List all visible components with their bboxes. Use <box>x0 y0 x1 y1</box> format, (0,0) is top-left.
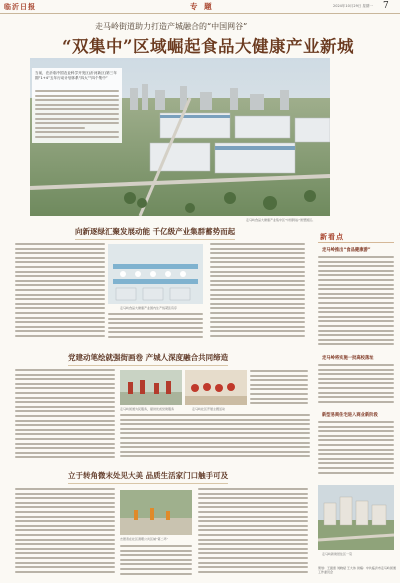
subheadline: 走马岭街道助力打造产城融合的“中国网谷” <box>95 22 248 31</box>
section-2-column-1 <box>15 369 115 464</box>
lead-text: 当前，在沂临中国农业科学开发区(沂河新区)第三年期“1+4”五年行动计划体系“四大”“四个集中” <box>35 71 117 80</box>
town-photo <box>318 485 394 550</box>
lead-text-lines <box>35 90 119 140</box>
sidebar-divider <box>318 242 394 243</box>
page-number: 7 <box>383 1 389 11</box>
dateline: 2024年10月29日 星期一 <box>333 4 373 8</box>
section-2-heading: 党建动笔绘就强街画卷 产城人深度融合共同缔造 <box>68 353 229 362</box>
section-3-heading: 立于转角微末处见大美 品质生活家门口触手可及 <box>68 471 229 480</box>
section-label: 专 题 <box>190 2 214 11</box>
workers-photo-caption: 志愿者在社区清理公共区域“第二环” <box>120 537 169 541</box>
street-photo <box>120 370 182 405</box>
town-photo-caption: 走马岭新建居住区一景 <box>322 552 353 556</box>
sidebar-item-1-text <box>318 256 394 348</box>
people-photo-caption: 走马岭社区开展主题活动 <box>192 407 226 411</box>
lead-photo-caption: 走马岭食品大健康产业集中区“中国网谷”智慧园区。 <box>246 218 316 222</box>
section-2-column-2 <box>120 414 310 464</box>
street-photo-caption: 走马岭街道为民服务，提供优质党建服务 <box>120 407 175 411</box>
section-3-column-2 <box>198 488 308 578</box>
section-1-heading: 向新逐绿汇聚发展动能 千亿级产业集群蓄势而起 <box>75 227 236 236</box>
sidebar-item-2-title: 走马岭将实施一批高校落址 <box>322 356 374 361</box>
sidebar-title: 新看点 <box>320 232 344 241</box>
sidebar-item-2-text <box>318 364 394 406</box>
people-photo <box>185 370 247 405</box>
sidebar-item-3-title: 新型易商住宅进入商业新阶段 <box>322 413 378 418</box>
factory-photo-caption: 走马岭食品大健康产业园内生产线紧张有序 <box>120 306 178 310</box>
paper-name: 临沂日报 <box>4 2 36 11</box>
section-1-column-1 <box>15 243 105 343</box>
section-1-column-2 <box>108 313 203 343</box>
lead-text-box <box>32 68 122 143</box>
sidebar-item-1-title: 走马岭推出“食品健康游” <box>322 248 371 253</box>
sidebar-footer-credits: 策划：王振雷 刘晓斌 王大伟 供稿：中共临沂市走马岭街道工作委员会 <box>318 566 396 574</box>
section-2-column-3 <box>250 370 308 410</box>
workers-photo <box>120 490 192 535</box>
factory-photo <box>108 244 203 304</box>
masthead <box>0 0 400 14</box>
section-3-column-3 <box>120 545 192 578</box>
main-headline: “双集中”区域崛起食品大健康产业新城 <box>62 37 354 56</box>
sidebar-item-3-text <box>318 421 394 479</box>
section-1-column-3 <box>210 243 305 343</box>
section-3-column-1 <box>15 488 115 578</box>
